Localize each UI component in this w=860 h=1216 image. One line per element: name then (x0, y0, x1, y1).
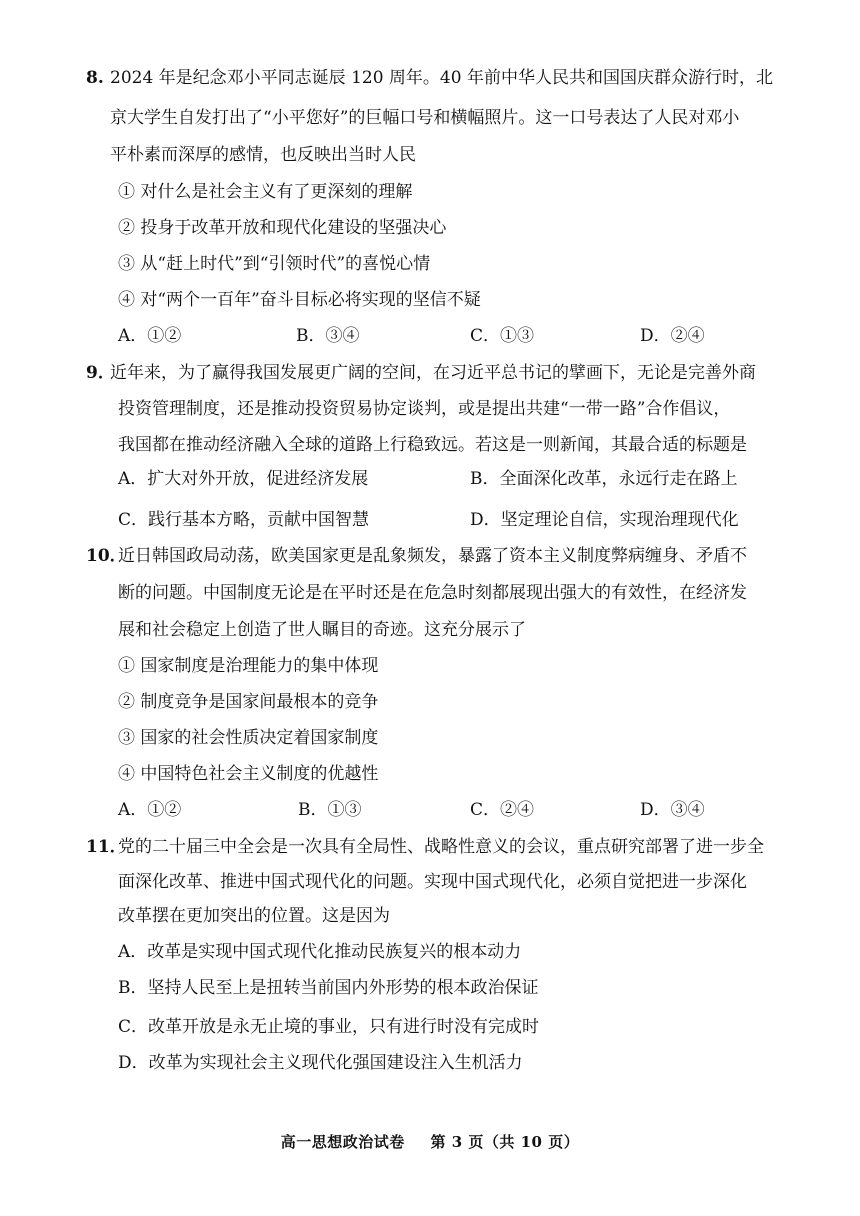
question-9-option-a: A．扩大对外开放，促进经济发展 (118, 469, 369, 489)
question-11-stem-line-3: 改革摆在更加突出的位置。这是因为 (118, 906, 390, 926)
footer-subject: 高一思想政治试卷 (280, 1133, 405, 1151)
question-10-option-c: C．②④ (470, 800, 535, 820)
question-8-number: 8. (86, 68, 104, 88)
question-10-option-a: A．①② (118, 800, 182, 820)
question-9-number: 9． (86, 363, 115, 383)
question-10-option-b: B．①③ (298, 800, 362, 820)
question-8-item-3: ③ 从“赶上时代”到“引领时代”的喜悦心情 (118, 254, 431, 274)
question-11-stem-line-2: 面深化改革、推进中国式现代化的问题。实现中国式现代化，必须自觉把进一步深化 (118, 872, 747, 892)
page-footer (0, 1131, 860, 1152)
question-10-item-4: ④ 中国特色社会主义制度的优越性 (118, 764, 379, 784)
question-9-option-b: B．全面深化改革，永远行走在路上 (470, 469, 738, 489)
question-9-stem-line-3: 我国都在推动经济融入全球的道路上行稳致远。若这是一则新闻，其最合适的标题是 (118, 435, 747, 455)
question-8-option-c: C．①③ (470, 326, 535, 346)
question-8-item-4: ④ 对“两个一百年”奋斗目标必将实现的坚信不疑 (118, 290, 481, 310)
question-10-number: 10． (86, 546, 127, 566)
question-10-item-3: ③ 国家的社会性质决定着国家制度 (118, 728, 379, 748)
question-11-option-d: D．改革为实现社会主义现代化强国建设注入生机活力 (118, 1053, 523, 1073)
question-10-item-2: ② 制度竞争是国家间最根本的竞争 (118, 692, 379, 712)
question-10-option-d: D．③④ (640, 800, 705, 820)
question-9-stem-line-2: 投资管理制度，还是推动投资贸易协定谈判，或是提出共建“一带一路”合作倡议， (118, 399, 731, 419)
question-8-option-b: B．③④ (296, 326, 360, 346)
question-11-option-b: B．坚持人民至上是扭转当前国内外形势的根本政治保证 (118, 978, 539, 998)
question-8-stem-line-2: 京大学生自发打出了“小平您好”的巨幅口号和横幅照片。这一口号表达了人民对邓小 (110, 108, 740, 128)
question-9-option-d: D．坚定理论自信，实现治理现代化 (470, 510, 739, 530)
question-8-stem-line-1: 2024 年是纪念邓小平同志诞辰 120 周年。40 年前中华人民共和国国庆群众游行时，北 (110, 68, 773, 88)
question-8-stem-line-3: 平朴素而深厚的感情，也反映出当时人民 (110, 145, 416, 165)
question-11-option-a: A．改革是实现中国式现代化推动民族复兴的根本动力 (118, 942, 522, 962)
footer-page-number: 第 3 页（共 10 页） (430, 1133, 580, 1151)
question-8-item-2: ② 投身于改革开放和现代化建设的坚强决心 (118, 218, 447, 238)
question-9-stem-line-1: 近年来，为了赢得我国发展更广阔的空间，在习近平总书记的擘画下，无论是完善外商 (110, 363, 756, 383)
question-9-option-c: C．践行基本方略，贡献中国智慧 (118, 510, 370, 530)
question-11-number: 11． (86, 837, 127, 857)
question-10-stem-line-3: 展和社会稳定上创造了世人瞩目的奇迹。这充分展示了 (118, 620, 526, 640)
question-8-option-a: A．①② (118, 326, 182, 346)
question-11-option-c: C．改革开放是永无止境的事业，只有进行时没有完成时 (118, 1017, 540, 1037)
question-11-stem-line-1: 党的二十届三中全会是一次具有全局性、战略性意义的会议，重点研究部署了进一步全 (118, 837, 764, 857)
question-8-item-1: ① 对什么是社会主义有了更深刻的理解 (118, 182, 413, 202)
question-10-item-1: ① 国家制度是治理能力的集中体现 (118, 656, 379, 676)
question-10-stem-line-1: 近日韩国政局动荡，欧美国家更是乱象频发，暴露了资本主义制度弊病缠身、矛盾不 (118, 546, 747, 566)
question-10-stem-line-2: 断的问题。中国制度无论是在平时还是在危急时刻都展现出强大的有效性，在经济发 (118, 583, 747, 603)
question-8-option-d: D．②④ (640, 326, 705, 346)
